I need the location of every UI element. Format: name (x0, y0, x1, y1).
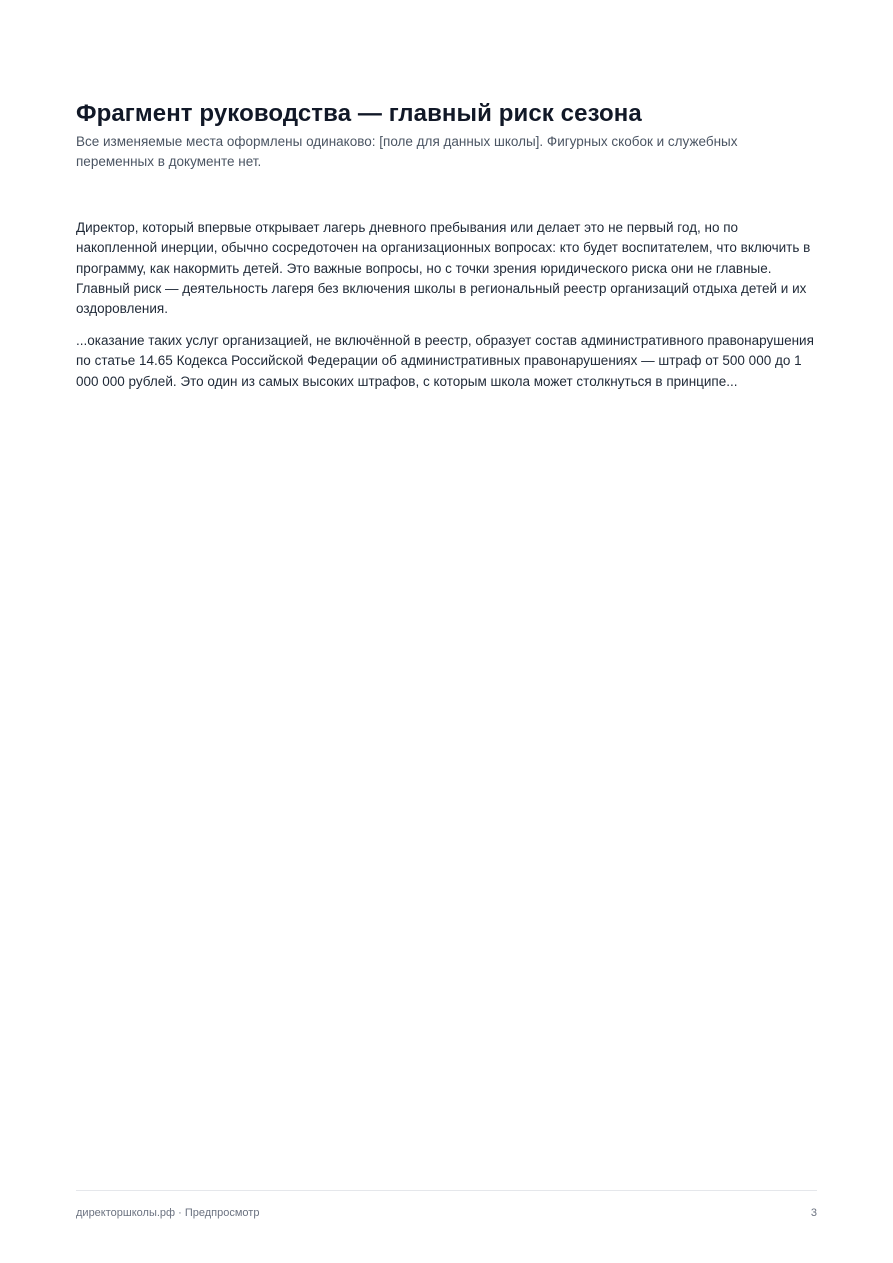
page-number: 3 (810, 1207, 817, 1219)
body-paragraph: Директор, который впервые открывает лагерь дневного пребывания или делает это не первый год, но по накопленной инерции, обычно сосредоточен на организационных вопросах: кто будет воспитателем, что включить в программу, как накормить детей. Это важные вопросы, но с точки зрения юридического риска они не главные. Главный риск — деятельность лагеря без включения школы в региональный реестр организаций отдыха детей и их оздоровления. (76, 220, 811, 317)
document-page (76, 0, 817, 1263)
page-footer (76, 1190, 817, 1219)
body-paragraph: ...оказание таких услуг организацией, не включённой в реестр, образует состав административного правонарушения по статье 14.65 Кодекса Российской Федерации об административных правонарушениях — штраф от 500 000 до 1 000 000 рублей. Это один из самых высоких штрафов, с которым школа может столкнуться в принципе... (76, 333, 814, 389)
page-title: Фрагмент руководства — главный риск сезона (76, 100, 642, 127)
page-subtitle: Все изменяемые места оформлены одинаково: [поле для данных школы]. Фигурных скобок и служебных переменных в документе нет. (76, 134, 738, 169)
footer-site-label: директоршколы.рф · Предпросмотр (76, 1207, 260, 1219)
